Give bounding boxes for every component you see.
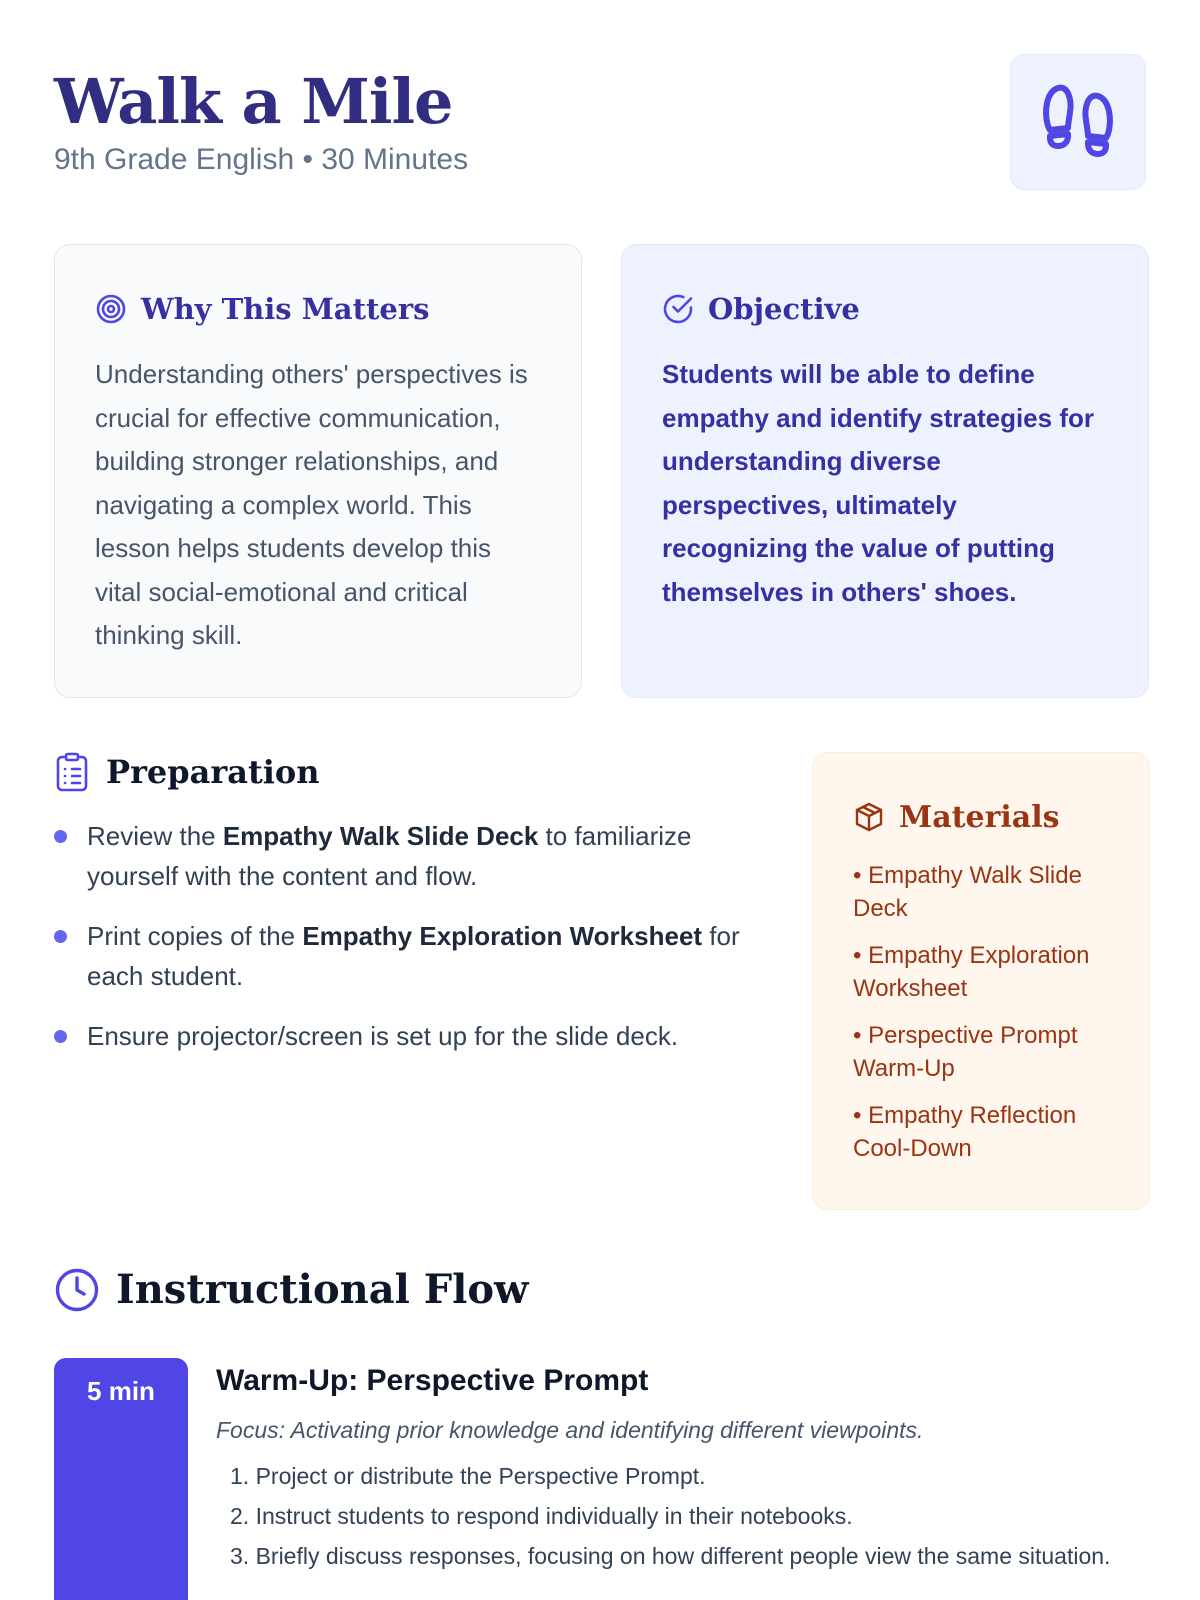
materials-card (812, 752, 1150, 1210)
list-item: Review the Empathy Walk Slide Deck to familiarize yourself with the content and flow. (54, 816, 754, 896)
page-subtitle: 9th Grade English • 30 Minutes (54, 143, 469, 176)
flow-title: Instructional Flow (116, 1266, 529, 1313)
why-card-header (95, 289, 541, 329)
materials-header (853, 797, 1109, 837)
footprints-icon-tile (1010, 54, 1146, 190)
instructional-flow-section (54, 1266, 1146, 1569)
clipboard-list-icon (54, 752, 90, 792)
preparation-title: Preparation (106, 753, 320, 791)
preparation-header (54, 752, 754, 792)
bullet-dot (54, 1030, 67, 1043)
list-item: • Empathy Exploration Worksheet (853, 942, 1090, 1002)
list-item: 1. Project or distribute the Perspective Prompt. (230, 1463, 706, 1489)
list-item: 2. Instruct students to respond individually in their notebooks. (230, 1503, 853, 1529)
flow-header (54, 1266, 1146, 1313)
materials-title: Materials (899, 799, 1060, 835)
list-item: Print copies of the Empathy Exploration Worksheet for each student. (54, 916, 754, 996)
why-card-title: Why This Matters (141, 292, 430, 326)
bullet-dot (54, 930, 67, 943)
check-circle-icon (662, 293, 694, 325)
preparation-list (54, 816, 754, 1056)
time-badge: 5 min (54, 1358, 188, 1600)
list-item: 3. Briefly discuss responses, focusing on how different people view the same situation. (230, 1543, 1111, 1569)
objective-card-title: Objective (708, 292, 860, 326)
step-list (216, 1460, 1146, 1572)
list-item: Ensure projector/screen is set up for the slide deck. (54, 1016, 754, 1056)
lesson-header (54, 65, 1146, 190)
objective-card-body: Students will be able to define empathy and identify strategies for understanding diverse perspectives, ultimately recognizing the value of putting themselves in others' shoes. (662, 359, 1094, 607)
objective-card (621, 244, 1149, 698)
target-icon (95, 293, 127, 325)
package-icon (853, 801, 885, 833)
page-title: Walk a Mile (54, 65, 453, 138)
list-item: • Empathy Reflection Cool-Down (853, 1102, 1077, 1162)
why-card-body: Understanding others' perspectives is crucial for effective communication, building stronger relationships, and navigating a complex world. This lesson helps students develop this vital social-emotional and critical thinking skill. (95, 359, 528, 650)
preparation-section (54, 752, 754, 1076)
clock-icon (54, 1267, 100, 1313)
footprints-icon (1040, 82, 1116, 162)
materials-list (853, 859, 1109, 1165)
why-this-matters-card (54, 244, 582, 698)
bullet-dot (54, 830, 67, 843)
step-content (216, 1358, 1146, 1580)
list-item: • Perspective Prompt Warm-Up (853, 1022, 1078, 1082)
step-title: Warm-Up: Perspective Prompt (216, 1364, 649, 1397)
step-focus: Focus: Activating prior knowledge and identifying different viewpoints. (216, 1417, 924, 1443)
objective-card-header (662, 289, 1108, 329)
list-item: • Empathy Walk Slide Deck (853, 862, 1082, 922)
